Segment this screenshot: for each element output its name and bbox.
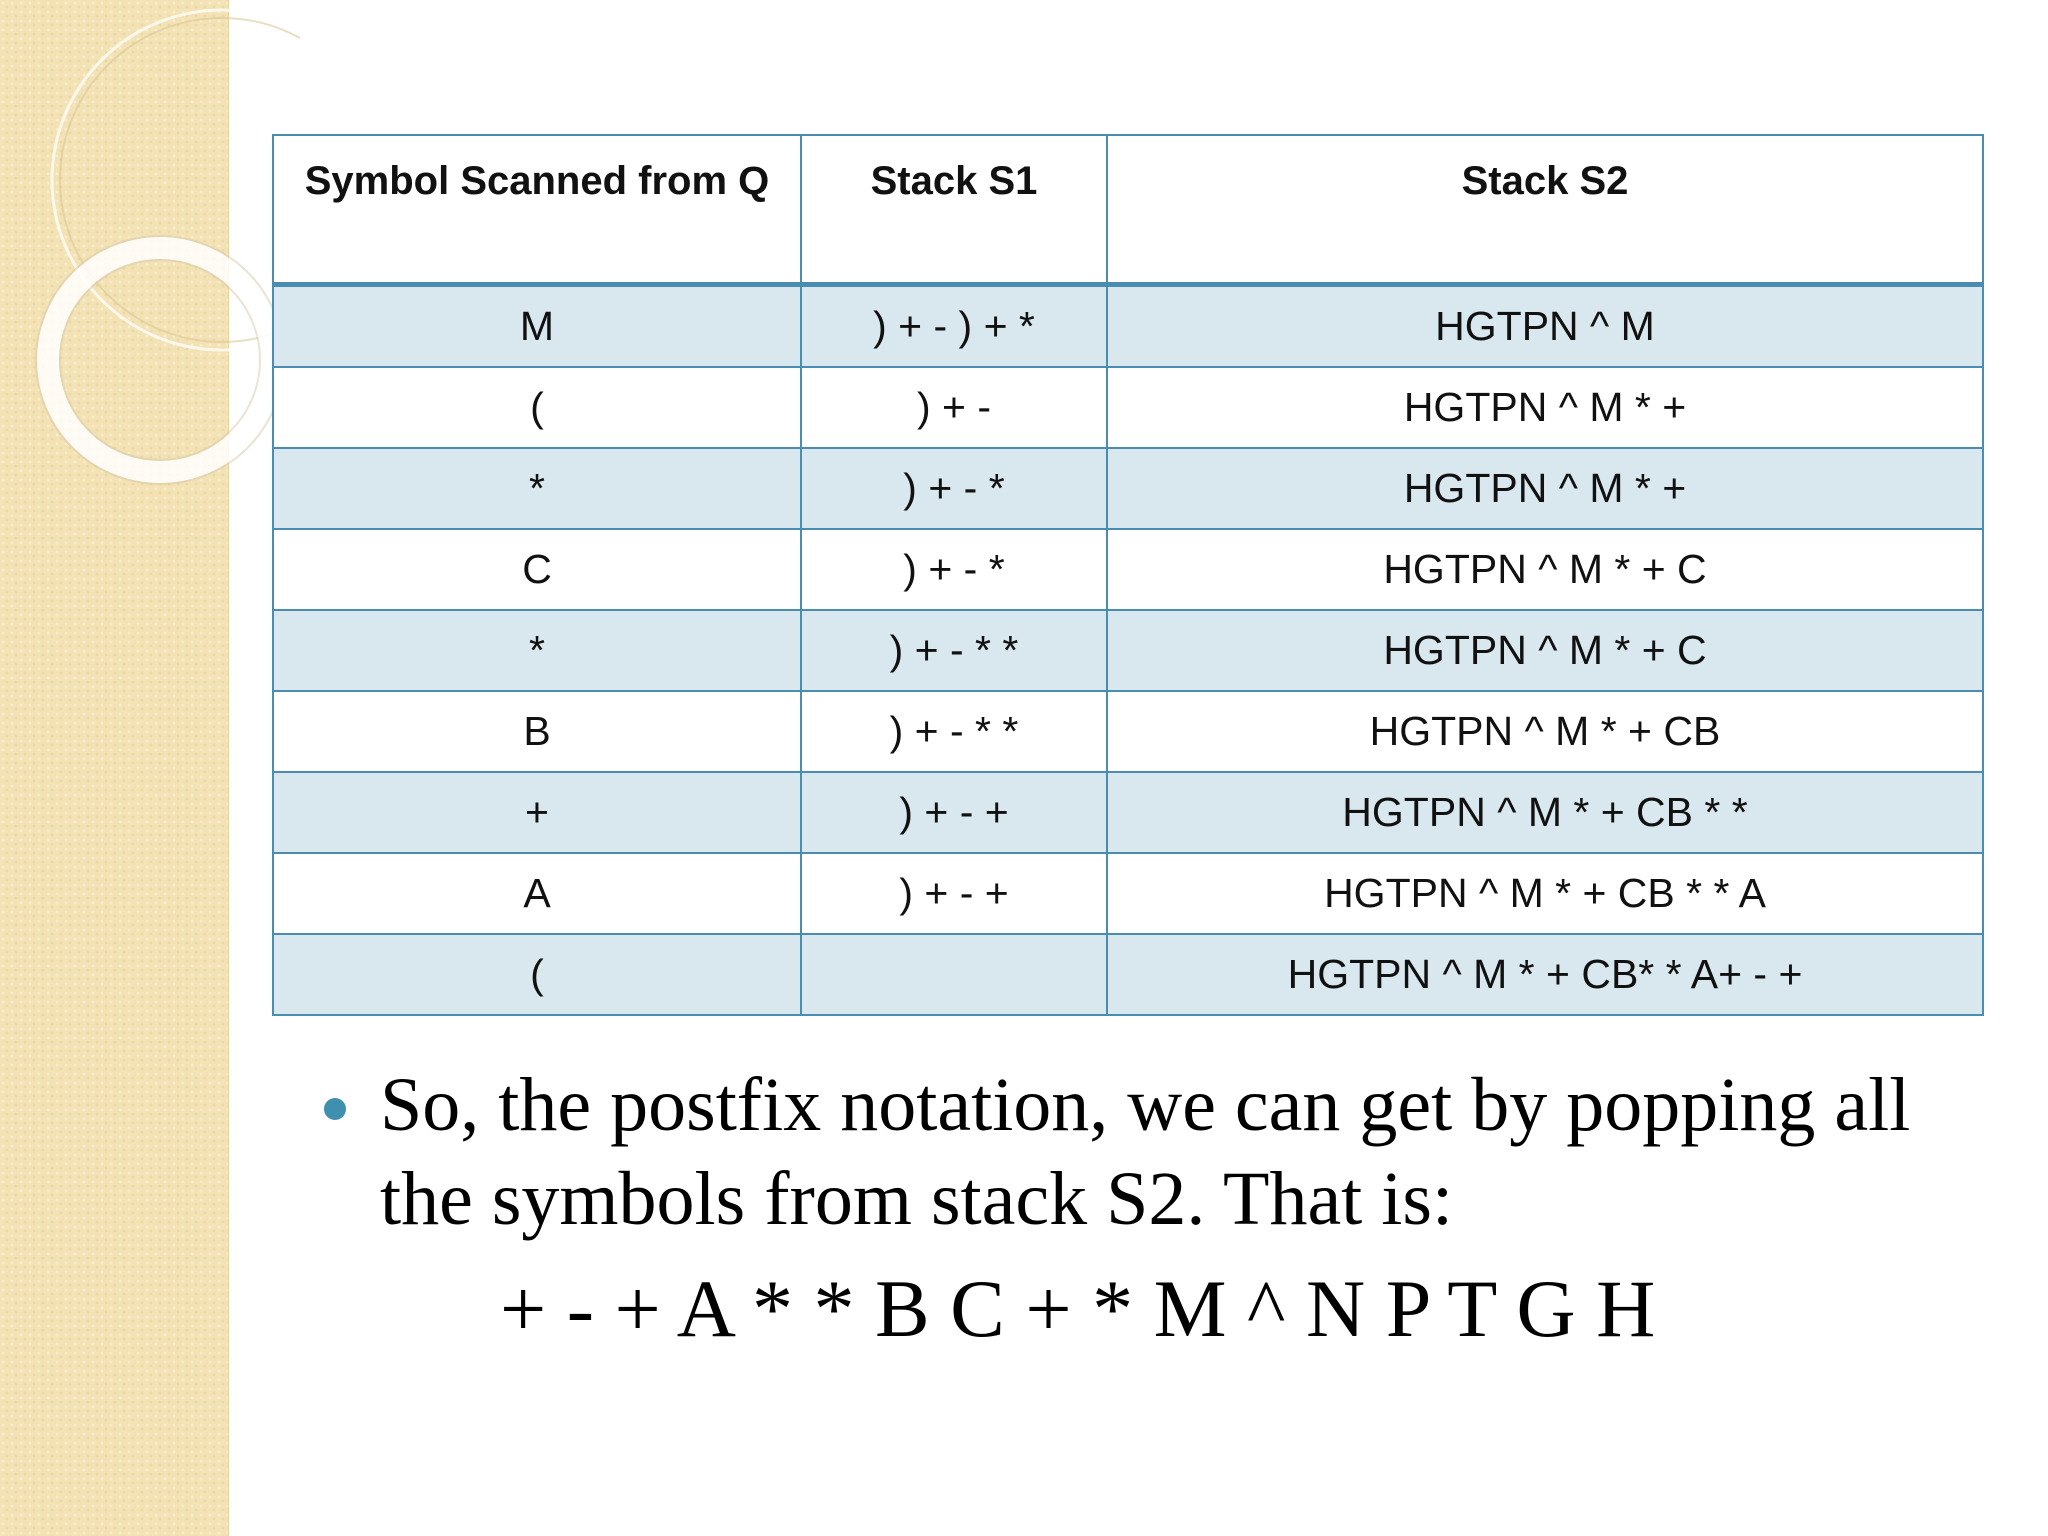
- stack-trace-table-container: [272, 134, 1982, 1016]
- cell-symbol: C: [273, 529, 801, 610]
- table-row: [273, 610, 1983, 691]
- table-row: [273, 367, 1983, 448]
- table-row: [273, 448, 1983, 529]
- cell-stack-s1: ) + -: [801, 367, 1107, 448]
- cell-symbol: B: [273, 691, 801, 772]
- header-stack-s2: Stack S2: [1107, 135, 1983, 285]
- bullet-point: [318, 1058, 1958, 1246]
- cell-symbol: A: [273, 853, 801, 934]
- cell-stack-s2: HGTPN ^ M * + CB: [1107, 691, 1983, 772]
- cell-stack-s2: HGTPN ^ M * + CB * * A: [1107, 853, 1983, 934]
- cell-symbol: *: [273, 610, 801, 691]
- header-stack-s1: Stack S1: [801, 135, 1107, 285]
- cell-symbol: (: [273, 367, 801, 448]
- cell-stack-s1: [801, 934, 1107, 1015]
- table-row: [273, 691, 1983, 772]
- table-header-row: [273, 135, 1983, 285]
- cell-stack-s1: ) + - * *: [801, 691, 1107, 772]
- bullet-text: So, the postfix notation, we can get by popping all the symbols from stack S2. That is:: [380, 1063, 1911, 1241]
- table-row: [273, 772, 1983, 853]
- postfix-expression: + - + A * * B C + * M ^ N P T G H: [500, 1263, 1656, 1354]
- table-row: [273, 529, 1983, 610]
- cell-stack-s2: HGTPN ^ M * +: [1107, 367, 1983, 448]
- cell-symbol: (: [273, 934, 801, 1015]
- cell-symbol: +: [273, 772, 801, 853]
- cell-stack-s2: HGTPN ^ M * + C: [1107, 529, 1983, 610]
- cell-symbol: *: [273, 448, 801, 529]
- table-row: [273, 934, 1983, 1015]
- header-symbol-scanned: Symbol Scanned from Q: [273, 135, 801, 285]
- cell-stack-s1: ) + - *: [801, 529, 1107, 610]
- cell-stack-s1: ) + - ) + *: [801, 285, 1107, 368]
- cell-stack-s1: ) + - * *: [801, 610, 1107, 691]
- cell-stack-s1: ) + - +: [801, 853, 1107, 934]
- cell-stack-s1: ) + - +: [801, 772, 1107, 853]
- decorative-rings: [0, 0, 300, 520]
- cell-stack-s2: HGTPN ^ M * +: [1107, 448, 1983, 529]
- table-row: [273, 853, 1983, 934]
- cell-symbol: M: [273, 285, 801, 368]
- bullet-dot-icon: [324, 1098, 346, 1120]
- stack-trace-table: [272, 134, 1984, 1016]
- cell-stack-s2: HGTPN ^ M * + C: [1107, 610, 1983, 691]
- cell-stack-s2: HGTPN ^ M * + CB * *: [1107, 772, 1983, 853]
- cell-stack-s1: ) + - *: [801, 448, 1107, 529]
- table-row: [273, 285, 1983, 368]
- cell-stack-s2: HGTPN ^ M * + CB* * A+ - +: [1107, 934, 1983, 1015]
- cell-stack-s2: HGTPN ^ M: [1107, 285, 1983, 368]
